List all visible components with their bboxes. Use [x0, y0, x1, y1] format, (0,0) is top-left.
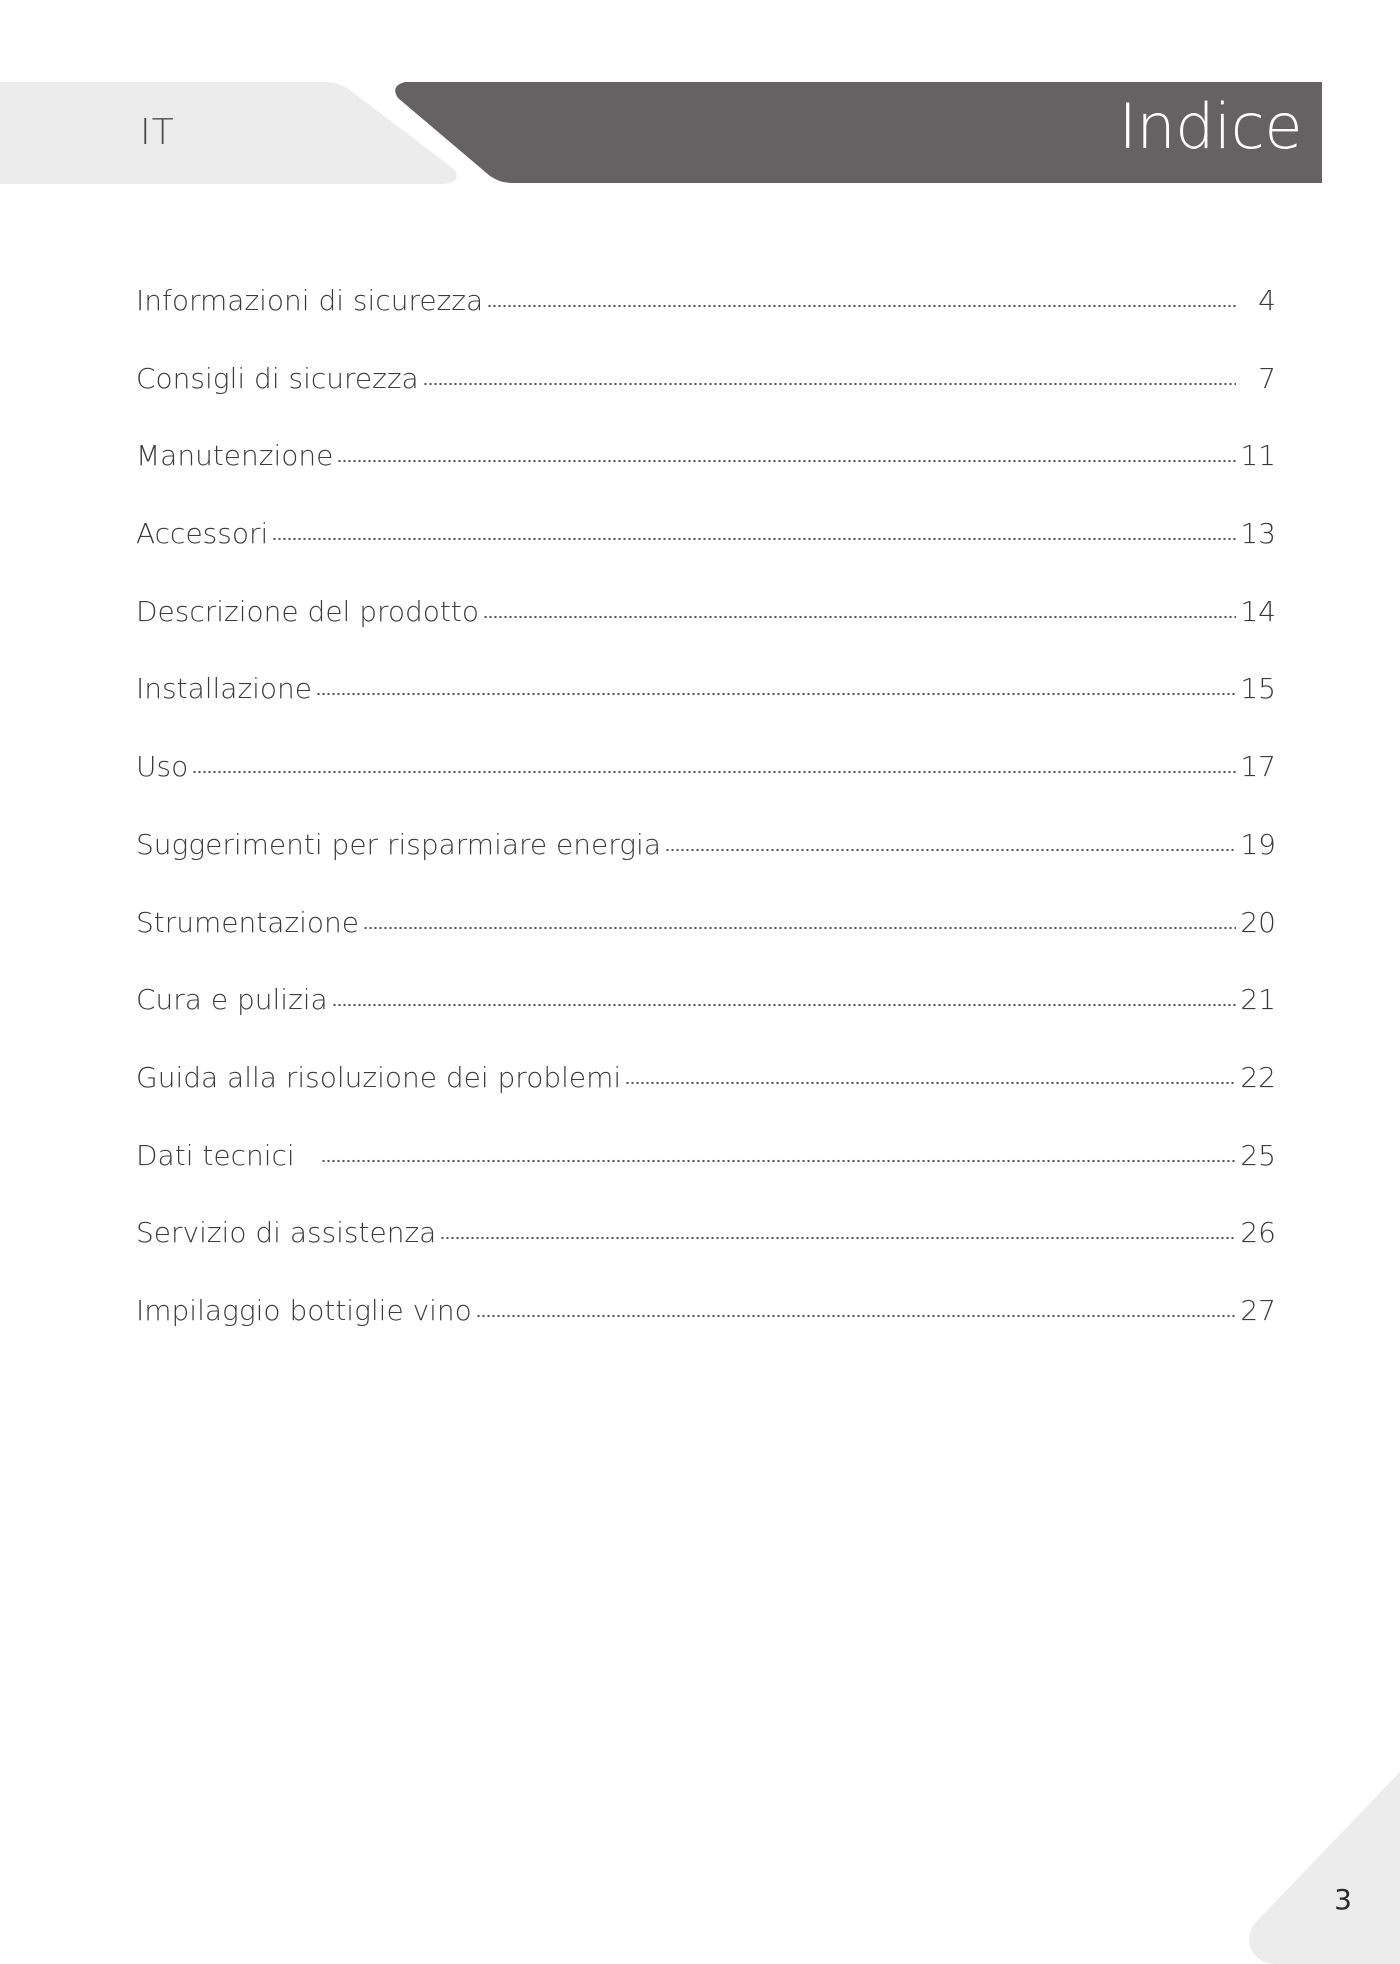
toc-dot-leader: [363, 926, 1236, 930]
toc-entry[interactable]: [136, 595, 1276, 673]
toc-entry-page: 22: [1240, 1060, 1276, 1094]
toc-entry-title: Informazioni di sicurezza: [136, 284, 484, 317]
toc-dot-leader: [423, 382, 1236, 386]
toc-entry[interactable]: [136, 1061, 1276, 1139]
toc-entry-title: Installazione: [136, 672, 313, 706]
page-corner-shape: [1249, 1772, 1400, 1964]
toc-entry[interactable]: [136, 1139, 1276, 1217]
toc-dot-leader: [332, 1003, 1236, 1007]
toc-entry-page: 17: [1240, 750, 1276, 784]
toc-entry-page: 7: [1258, 361, 1276, 395]
toc-entry[interactable]: [136, 672, 1276, 750]
toc-dot-leader: [337, 459, 1236, 463]
toc-entry-page: 19: [1240, 827, 1276, 861]
toc-entry[interactable]: [136, 828, 1276, 906]
toc-dot-leader: [316, 692, 1236, 696]
toc-dot-leader: [665, 848, 1236, 852]
toc-entry-page: 14: [1240, 594, 1276, 628]
toc-dot-leader: [321, 1159, 1236, 1163]
toc-entry[interactable]: [136, 750, 1276, 828]
toc-entry-page: 15: [1240, 672, 1276, 706]
toc-entry-title: Strumentazione: [136, 905, 359, 939]
toc-entry[interactable]: [136, 983, 1276, 1061]
toc-entry-page: 20: [1240, 905, 1276, 939]
toc-entry-page: 26: [1240, 1216, 1276, 1250]
page-title: Indice: [1118, 90, 1302, 163]
toc-entry[interactable]: [136, 439, 1276, 517]
toc-entry-title: Manutenzione: [136, 439, 334, 473]
page-number: 3: [1334, 1883, 1352, 1916]
toc-entry[interactable]: [136, 284, 1276, 362]
toc-entry-title: Dati tecnici: [136, 1138, 295, 1172]
toc-entry-title: Servizio di assistenza: [136, 1216, 437, 1250]
toc-entry-title: Descrizione del prodotto: [136, 594, 480, 628]
page-corner-graphic: [1240, 1744, 1400, 1964]
toc-entry-page: 11: [1240, 439, 1276, 473]
toc-dot-leader: [440, 1236, 1236, 1240]
toc-entry-page: 21: [1240, 983, 1276, 1017]
toc-entry[interactable]: [136, 906, 1276, 984]
toc-entry[interactable]: [136, 1294, 1276, 1372]
toc-entry-page: 4: [1258, 284, 1276, 317]
toc-dot-leader: [272, 537, 1236, 541]
toc-dot-leader: [483, 615, 1236, 619]
toc-dot-leader: [487, 304, 1236, 308]
toc-entry[interactable]: [136, 517, 1276, 595]
toc-entry-title: Consigli di sicurezza: [136, 361, 419, 395]
toc-entry-title: Cura e pulizia: [136, 983, 328, 1017]
toc-entry-page: 27: [1240, 1293, 1276, 1327]
toc-entry-page: 25: [1240, 1138, 1276, 1172]
language-band: [0, 82, 457, 184]
toc-dot-leader: [476, 1314, 1236, 1318]
toc-entry-title: Suggerimenti per risparmiare energia: [136, 827, 661, 861]
toc-entry[interactable]: [136, 1216, 1276, 1294]
toc-entry-title: Guida alla risoluzione dei problemi: [136, 1060, 622, 1094]
toc-dot-leader: [192, 770, 1236, 774]
toc-entry-title: Accessori: [136, 517, 269, 551]
toc-dot-leader: [625, 1081, 1236, 1085]
toc-entry-page: 13: [1240, 517, 1276, 551]
toc-entry[interactable]: [136, 362, 1276, 440]
table-of-contents: [136, 284, 1276, 1372]
toc-entry-title: Impilaggio bottiglie vino: [136, 1293, 472, 1327]
toc-entry-title: Uso: [136, 750, 189, 784]
language-label: IT: [140, 112, 175, 153]
